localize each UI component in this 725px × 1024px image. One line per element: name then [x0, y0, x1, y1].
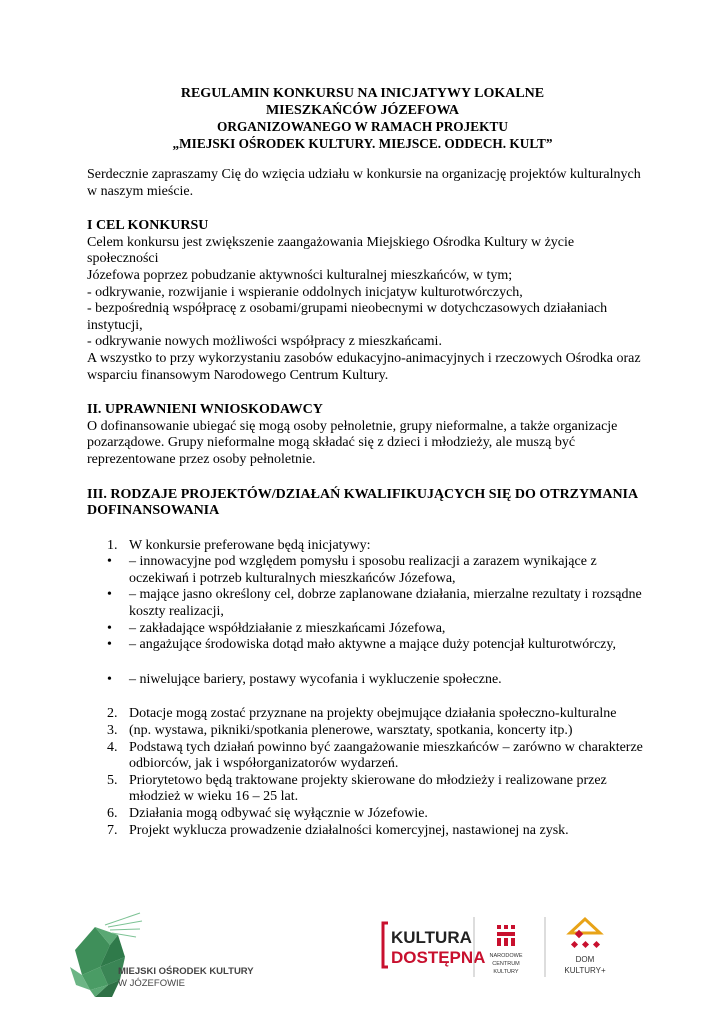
item-number: 7.	[107, 822, 118, 838]
section-2-paragraph: O dofinansowanie ubiegać się mogą osoby pełnoletnie, grupy nieformalne, a także organizacje pozarządowe. Grupy nieformalne mogą składać się z dzieci i młodzieży, ale muszą być reprezentowane przez osoby pełnoletnie.	[87, 418, 618, 467]
bullet-icon: •	[107, 554, 112, 570]
bullet-item	[87, 621, 647, 638]
document-body	[87, 167, 647, 839]
numbered-item	[87, 723, 647, 740]
nck-line-1: NARODOWE	[489, 953, 523, 959]
numbered-item	[87, 773, 647, 806]
item-number: 2.	[107, 706, 118, 722]
bullet-item	[87, 637, 647, 654]
item-number: 5.	[107, 772, 118, 788]
intro-paragraph: Serdecznie zapraszamy Cię do wzięcia udziału w konkursie na organizację projektów kulturalnych w naszym mieście.	[87, 167, 641, 199]
section-1-line: - odkrywanie, rozwijanie i wspieranie oddolnych inicjatyw kulturotwórczych,	[87, 284, 523, 300]
title-line-4: „MIEJSKI OŚRODEK KULTURY. MIEJSCE. ODDECH. KULT”	[172, 135, 553, 151]
section-1-heading: I CEL KONKURSU	[87, 218, 209, 234]
section-1-line: - bezpośrednią współpracę z osobami/grupami nieobecnymi w dotychczasowych działaniach instytucji,	[87, 301, 608, 333]
item-number: 4.	[107, 739, 118, 755]
item-text: (np. wystawa, pikniki/spotkania plenerowe, warsztaty, spotkania, koncerty itp.)	[129, 723, 573, 739]
mok-name-line-1: MIEJSKI OŚRODEK KULTURY	[118, 966, 254, 977]
bullet-text: – niwelujące bariery, postawy wycofania i wykluczenie społeczne.	[129, 671, 502, 687]
item-text: Podstawą tych działań powinno być zaangażowanie mieszkańców – zarówno w charakterze odbiorców, jak i współorganizatorów wydarzeń.	[129, 739, 643, 772]
bullet-text: – innowacyjne pod względem pomysłu i sposobu realizacji a zarazem wynikające z oczekiwań i potrzeb kulturalnych mieszkańców Józefowa,	[129, 554, 597, 586]
dom-kultury-house-icon	[570, 919, 600, 948]
item-text: Dotacje mogą zostać przyznane na projekty obejmujące działania społeczno-kulturalne	[129, 706, 617, 722]
bullet-icon: •	[107, 671, 112, 687]
item-number: 1.	[107, 537, 118, 553]
bullet-icon: •	[107, 637, 112, 653]
bullet-item	[87, 587, 647, 620]
bullet-icon: •	[107, 587, 112, 603]
bullet-item	[87, 554, 647, 587]
nck-crown-icon	[497, 925, 515, 946]
numbered-item	[87, 740, 647, 773]
item-text: Priorytetowo będą traktowane projekty skierowane do młodzieży i realizowane przez młodzież w wieku 16 – 25 lat.	[129, 772, 607, 805]
dk-line-1: DOM	[575, 955, 595, 964]
section-2-heading: II. UPRAWNIENI WNIOSKODAWCY	[87, 402, 323, 418]
dk-line-2: KULTURY+	[564, 966, 606, 975]
title-line-1: REGULAMIN KONKURSU NA INICJATYWY LOKALNE	[180, 86, 545, 101]
kultura-word: KULTURA	[391, 928, 472, 947]
title-line-3: ORGANIZOWANEGO W RAMACH PROJEKTU	[217, 119, 508, 134]
numbered-item	[87, 706, 647, 723]
title-line-2: MIESZKAŃCÓW JÓZEFOWA	[265, 102, 460, 118]
bullet-text: – zakładające współdziałanie z mieszkańcami Józefowa,	[129, 620, 446, 636]
numbered-item	[87, 538, 647, 555]
item-text: W konkursie preferowane będą inicjatywy:	[129, 537, 371, 553]
bullet-text: – angażujące środowiska dotąd mało aktywne a mające duży potencjał kulturotwórczy,	[129, 637, 616, 653]
bullet-icon: •	[107, 620, 112, 636]
section-3-heading: III. RODZAJE PROJEKTÓW/DZIAŁAŃ KWALIFIKUJĄCYCH SIĘ DO OTRZYMANIA DOFINANSOWANIA	[87, 486, 638, 519]
footer-logos	[0, 905, 725, 1015]
section-1-line: Celem konkursu jest zwiększenie zaangażowania Miejskiego Ośrodka Kultury w życie społeczności	[87, 234, 575, 267]
document-title	[0, 86, 725, 152]
nck-line-3: KULTURY	[493, 969, 519, 975]
nck-line-2: CENTRUM	[492, 961, 520, 967]
mok-name-line-2: W JÓZEFOWIE	[118, 978, 186, 989]
section-1-line: A wszystko to przy wykorzystaniu zasobów edukacyjno-animacyjnych i rzeczowych Ośrodka oraz wsparciu finansowym Narodowego Centrum Kultury.	[87, 350, 641, 383]
bullet-item	[87, 672, 647, 689]
item-number: 3.	[107, 723, 118, 739]
section-1-line: Józefowa poprzez pobudzanie aktywności kulturalnej mieszkańców, w tym;	[87, 267, 513, 283]
numbered-item	[87, 823, 647, 840]
item-text: Projekt wyklucza prowadzenie działalności komercyjnej, nastawionej na zysk.	[129, 822, 569, 838]
numbered-item	[87, 806, 647, 823]
item-text: Działania mogą odbywać się wyłącznie w Józefowie.	[129, 806, 428, 821]
section-1-line: - odkrywanie nowych możliwości współpracy z mieszkańcami.	[87, 334, 442, 350]
kultura-dostepna-logo	[383, 923, 485, 967]
dostepna-word: DOSTĘPNA	[391, 948, 486, 967]
item-number: 6.	[107, 806, 118, 821]
bullet-text: – mające jasno określony cel, dobrze zaplanowane działania, mierzalne rezultaty i rozsądne koszty realizacji,	[129, 587, 642, 620]
